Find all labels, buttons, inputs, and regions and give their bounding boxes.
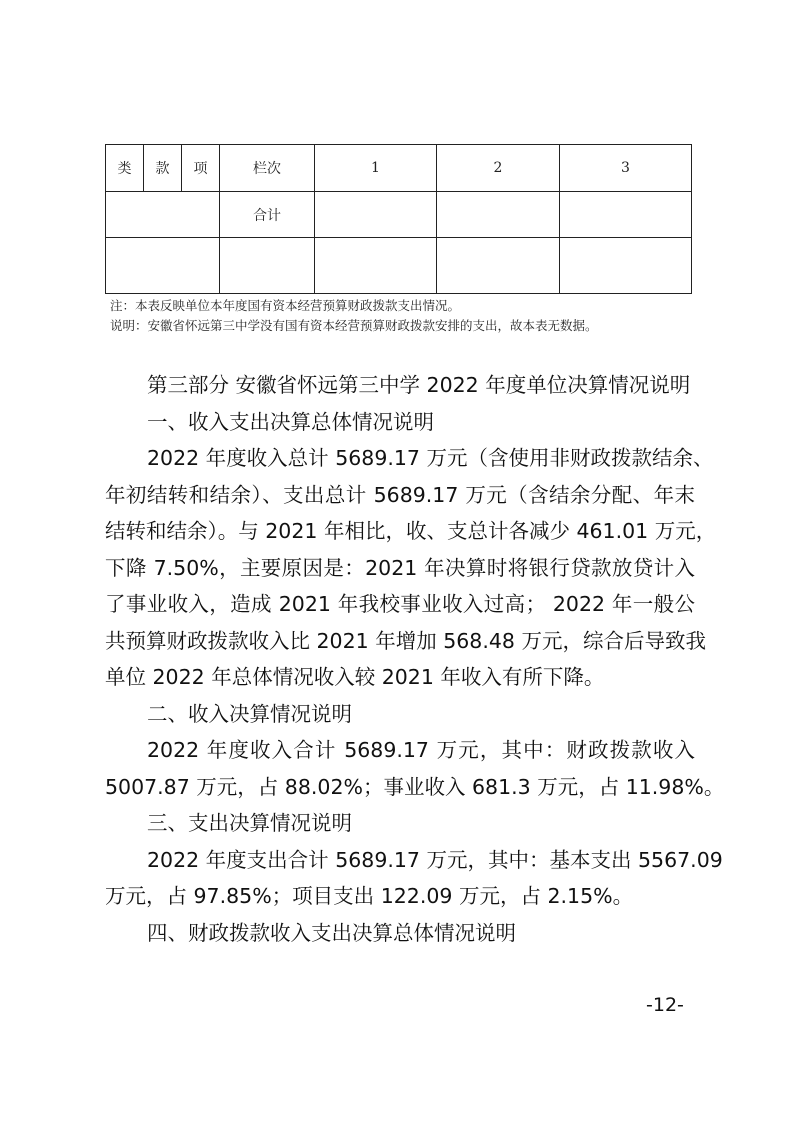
- paragraph-line: 万元，占 97.85%；项目支出 122.09 万元，占 2.15%。: [105, 884, 634, 908]
- table-row: [106, 238, 692, 294]
- table-cell: [560, 192, 692, 238]
- heading-1: 一、收入支出决算总体情况说明: [147, 409, 434, 434]
- header-cell: 2: [437, 145, 560, 192]
- table-cell: [437, 238, 560, 294]
- table-cell: [315, 192, 437, 238]
- table-header-row: [106, 145, 692, 192]
- header-cell: 类: [106, 145, 144, 192]
- header-cell: 款: [144, 145, 182, 192]
- table-total-row: [106, 192, 692, 238]
- paragraph-line: 结转和结余）。与 2021 年相比，收、支总计各减少 461.01 万元，: [105, 519, 717, 543]
- paragraph-line: 年初结转和结余）、支出总计 5689.17 万元（含结余分配、年末: [105, 482, 695, 507]
- table-cell: [106, 238, 220, 294]
- heading-4: 四、财政拨款收入支出决算总体情况说明: [147, 920, 516, 945]
- header-cell: 1: [315, 145, 437, 192]
- heading-2: 二、收入决算情况说明: [147, 701, 352, 726]
- header-cell: 栏次: [220, 145, 315, 192]
- page-number: -12-: [646, 994, 684, 1016]
- table-explanation: 说明：安徽省怀远第三中学没有国有资本经营预算财政拨款安排的支出，故本表无数据。: [110, 318, 598, 333]
- section-title: 第三部分 安徽省怀远第三中学 2022 年度单位决算情况说明: [147, 373, 691, 397]
- table-cell: [220, 238, 315, 294]
- table-cell: [106, 192, 220, 238]
- paragraph-line: 了事业收入，造成 2021 年我校事业收入过高； 2022 年一般公: [105, 592, 695, 616]
- paragraph-line: 5007.87 万元，占 88.02%；事业收入 681.3 万元，占 11.98%。: [105, 774, 725, 799]
- section-body: [105, 367, 725, 951]
- paragraph-line: 2022 年度支出合计 5689.17 万元，其中：基本支出 5567.09: [147, 847, 723, 872]
- paragraph-line: 2022 年度收入合计 5689.17 万元，其中：财政拨款收入: [147, 738, 695, 762]
- table-cell: [560, 238, 692, 294]
- total-label-cell: 合计: [220, 192, 315, 238]
- table-cell: [437, 192, 560, 238]
- paragraph-line: 共预算财政拨款收入比 2021 年增加 568.48 万元，综合后导致我: [105, 628, 706, 653]
- budget-table: [105, 144, 692, 294]
- paragraph-line: 2022 年度收入总计 5689.17 万元（含使用非财政拨款结余、: [147, 446, 714, 470]
- header-cell: 3: [560, 145, 692, 192]
- table-note: 注：本表反映单位本年度国有资本经营预算财政拨款支出情况。: [110, 298, 461, 313]
- paragraph-line: 下降 7.50%，主要原因是：2021 年决算时将银行贷款放贷计入: [105, 555, 695, 580]
- header-cell: 项: [182, 145, 220, 192]
- table-cell: [315, 238, 437, 294]
- heading-3: 三、支出决算情况说明: [147, 811, 352, 835]
- paragraph-line: 单位 2022 年总体情况收入较 2021 年收入有所下降。: [105, 665, 605, 689]
